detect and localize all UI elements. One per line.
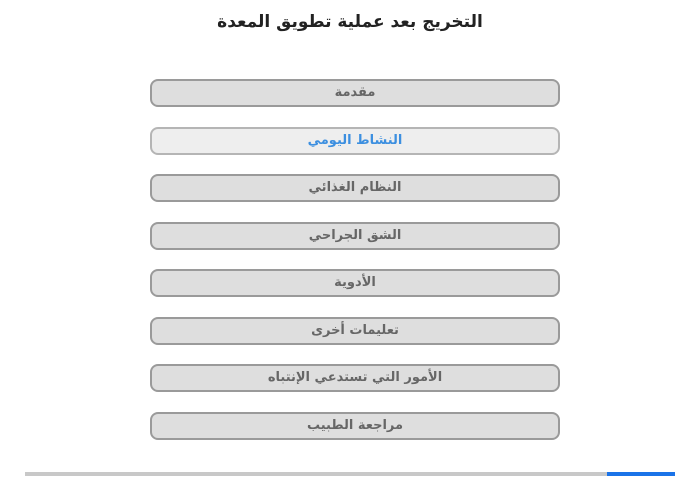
page-title: التخريج بعد عملية تطويق المعدة [217, 12, 483, 32]
menu-item-medications[interactable]: الأدوية [150, 269, 560, 297]
menu-item-daily-activity[interactable]: النشاط اليومي [150, 127, 560, 155]
menu-item-doctor-followup[interactable]: مراجعة الطبيب [150, 412, 560, 440]
menu-item-introduction[interactable]: مقدمة [150, 79, 560, 107]
menu-item-diet[interactable]: النظام الغذائي [150, 174, 560, 202]
menu-item-surgical-incision[interactable]: الشق الجراحي [150, 222, 560, 250]
menu-item-other-instructions[interactable]: تعليمات أخرى [150, 317, 560, 345]
menu-item-warning-signs[interactable]: الأمور التي تستدعي الإنتباه [150, 364, 560, 392]
progress-bar-fill [607, 472, 675, 476]
progress-bar [25, 472, 675, 476]
section-menu [150, 79, 560, 459]
